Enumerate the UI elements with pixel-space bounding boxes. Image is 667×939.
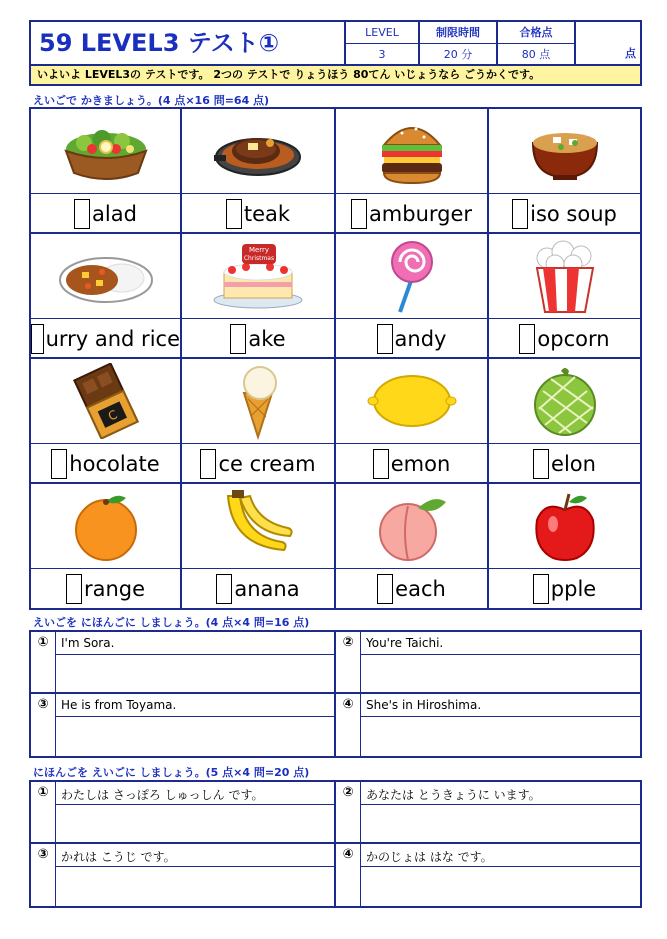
pass-score-cell xyxy=(498,22,576,64)
vocab-word-text: teak xyxy=(243,201,291,226)
vocab-word xyxy=(31,318,180,358)
popcorn-icon xyxy=(489,234,640,318)
en-to-jp-row xyxy=(31,694,336,756)
vocab-word-text: urry and rice xyxy=(45,326,180,351)
first-letter-blank[interactable] xyxy=(66,574,82,604)
section-2-title: えいごを にほんごに しましょう。(4 点×4 問=16 点) xyxy=(33,616,310,629)
question-number: ③ xyxy=(31,844,56,906)
apple-icon xyxy=(489,484,640,568)
time-limit-value: 20 分 xyxy=(443,48,473,61)
vocab-card xyxy=(336,109,489,234)
vocab-card xyxy=(336,484,489,609)
vocab-word-text: iso soup xyxy=(530,201,617,226)
vocab-card xyxy=(31,234,182,359)
vocab-word xyxy=(182,568,334,608)
vocab-word-text: pple xyxy=(550,576,597,601)
first-letter-blank[interactable] xyxy=(377,324,393,354)
vocab-word-text: hocolate xyxy=(69,451,160,476)
pass-score-label: 合格点 xyxy=(498,22,574,44)
question-number: ③ xyxy=(31,694,56,756)
first-letter-blank[interactable] xyxy=(200,449,216,479)
cake-plaque-text-1: Merry xyxy=(248,246,270,254)
pass-score-value: 80 点 xyxy=(521,48,551,61)
answer-area[interactable] xyxy=(361,867,640,906)
vocab-word-text: opcorn xyxy=(537,326,610,351)
svg-text:C: C xyxy=(105,407,120,424)
answer-area[interactable] xyxy=(361,805,640,842)
time-limit-cell xyxy=(420,22,498,64)
answer-area[interactable] xyxy=(56,805,334,842)
first-letter-blank[interactable] xyxy=(351,199,367,229)
vocab-word-text: alad xyxy=(92,201,137,226)
time-limit-label: 制限時間 xyxy=(420,22,496,44)
en-to-jp-table xyxy=(29,630,642,758)
vocab-word-text: amburger xyxy=(368,201,473,226)
vocab-word xyxy=(489,193,640,233)
jp-to-en-row xyxy=(336,844,640,906)
vocab-card xyxy=(489,359,640,484)
jp-to-en-row xyxy=(31,782,336,844)
cake-icon xyxy=(182,234,334,318)
level-value: 3 xyxy=(378,48,386,61)
vocab-word xyxy=(31,443,180,483)
vocab-word xyxy=(489,568,640,608)
jp-to-en-row xyxy=(31,844,336,906)
question-text: わたしは さっぽろ しゅっしん です。 xyxy=(61,788,264,802)
en-to-jp-row xyxy=(336,632,640,694)
section-1-title: えいごで かきましょう。(4 点×16 問=64 点) xyxy=(33,94,270,107)
vocab-word-text: emon xyxy=(390,451,451,476)
first-letter-blank[interactable] xyxy=(226,199,242,229)
svg-text:Christmas: Christmas xyxy=(243,255,275,262)
vocab-word xyxy=(336,568,487,608)
vocab-word xyxy=(182,193,334,233)
first-letter-blank[interactable] xyxy=(74,199,90,229)
vocab-card xyxy=(336,359,489,484)
jp-to-en-table xyxy=(29,780,642,908)
question-number: ② xyxy=(336,782,361,842)
jp-to-en-row xyxy=(336,782,640,844)
vocab-card xyxy=(489,234,640,359)
vocab-word xyxy=(182,318,334,358)
melon-icon xyxy=(489,359,640,443)
first-letter-blank[interactable] xyxy=(533,449,549,479)
question-number: ① xyxy=(31,632,56,692)
first-letter-blank[interactable] xyxy=(51,449,67,479)
score-unit: 点 xyxy=(625,47,636,60)
vocab-word-text: ake xyxy=(248,326,286,351)
vocab-card xyxy=(182,484,336,609)
vocab-word-text: each xyxy=(395,576,446,601)
first-letter-blank[interactable] xyxy=(512,199,528,229)
question-number: ④ xyxy=(336,844,361,906)
vocab-card xyxy=(182,234,336,359)
first-letter-blank[interactable] xyxy=(377,574,393,604)
lemon-icon xyxy=(336,359,487,443)
vocab-card xyxy=(31,484,182,609)
vocab-word xyxy=(336,318,487,358)
question-text: You're Taichi. xyxy=(366,636,444,650)
first-letter-blank[interactable] xyxy=(373,449,389,479)
banana-icon xyxy=(182,484,334,568)
vocab-card xyxy=(182,359,336,484)
salad-icon xyxy=(31,109,180,193)
intro-banner: いよいよ LEVEL3の テストです。 2つの テストで りょうほう 80てん いじょうなら ごうかくです。 xyxy=(29,66,642,86)
vocab-grid xyxy=(29,107,642,610)
page-title: 59 LEVEL3 テスト① xyxy=(31,22,346,64)
vocab-card xyxy=(489,484,640,609)
vocab-word xyxy=(489,318,640,358)
vocab-card xyxy=(489,109,640,234)
vocab-word-text: andy xyxy=(394,326,447,351)
en-to-jp-row xyxy=(336,694,640,756)
vocab-word xyxy=(182,443,334,483)
first-letter-blank[interactable] xyxy=(533,574,549,604)
miso-soup-icon xyxy=(489,109,640,193)
header-bar xyxy=(29,20,642,66)
vocab-word-text: anana xyxy=(234,576,300,601)
question-text: あなたは とうきょうに います。 xyxy=(366,788,541,802)
peach-icon xyxy=(336,484,487,568)
question-number: ② xyxy=(336,632,361,692)
vocab-word-text: ce cream xyxy=(218,451,316,476)
chocolate-icon xyxy=(31,359,180,443)
vocab-card xyxy=(182,109,336,234)
vocab-word xyxy=(31,568,180,608)
section-3-title: にほんごを えいごに しましょう。(5 点×4 問=20 点) xyxy=(33,766,310,779)
level-cell xyxy=(346,22,420,64)
answer-area[interactable] xyxy=(56,655,334,692)
question-text: She's in Hiroshima. xyxy=(366,698,482,712)
curry-rice-icon xyxy=(31,234,180,318)
candy-icon xyxy=(336,234,487,318)
first-letter-blank[interactable] xyxy=(519,324,535,354)
answer-area[interactable] xyxy=(56,867,334,906)
vocab-word xyxy=(336,443,487,483)
vocab-word-text: range xyxy=(83,576,146,601)
question-text: He is from Toyama. xyxy=(61,698,177,712)
level-label: LEVEL xyxy=(346,22,418,44)
answer-area[interactable] xyxy=(361,655,640,692)
first-letter-blank[interactable] xyxy=(230,324,246,354)
first-letter-blank[interactable] xyxy=(31,324,44,354)
question-number: ④ xyxy=(336,694,361,756)
vocab-card xyxy=(31,109,182,234)
vocab-card xyxy=(336,234,489,359)
vocab-word-text: elon xyxy=(551,451,596,476)
vocab-word xyxy=(489,443,640,483)
answer-area[interactable] xyxy=(361,717,640,756)
vocab-word xyxy=(31,193,180,233)
question-text: かれは こうじ です。 xyxy=(61,850,176,864)
vocab-word xyxy=(336,193,487,233)
orange-icon xyxy=(31,484,180,568)
question-text: かのじょは はな です。 xyxy=(366,850,493,864)
question-text: I'm Sora. xyxy=(61,636,115,650)
vocab-card xyxy=(31,359,182,484)
hamburger-icon xyxy=(336,109,487,193)
ice-cream-icon xyxy=(182,359,334,443)
question-number: ① xyxy=(31,782,56,842)
en-to-jp-row xyxy=(31,632,336,694)
answer-area[interactable] xyxy=(56,717,334,756)
first-letter-blank[interactable] xyxy=(216,574,232,604)
score-field[interactable] xyxy=(576,22,640,64)
steak-icon xyxy=(182,109,334,193)
